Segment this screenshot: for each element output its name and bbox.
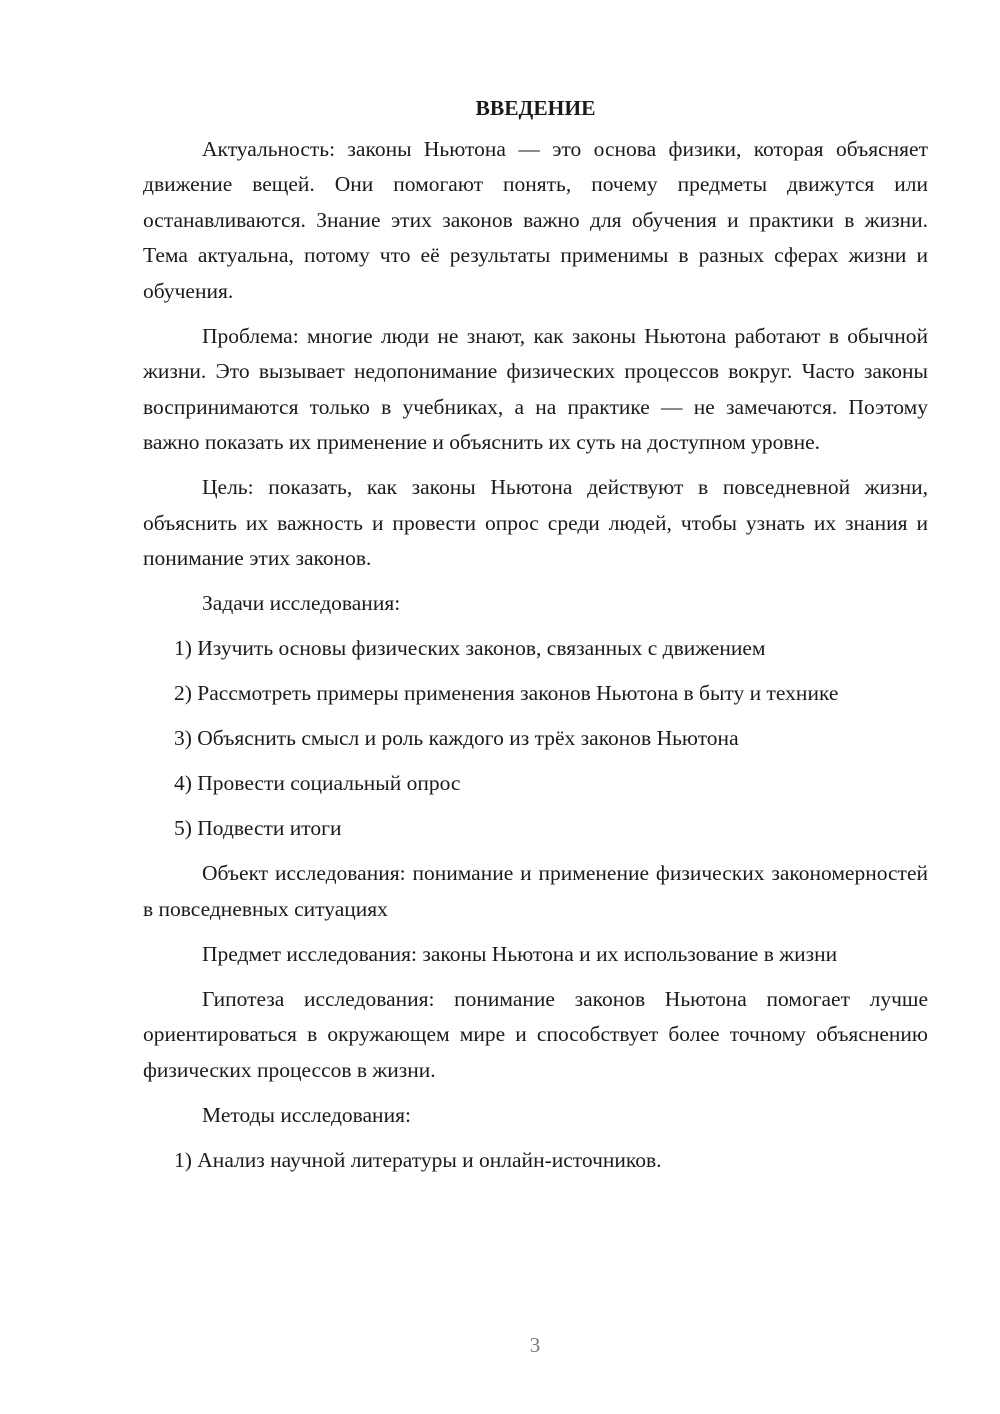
goal-paragraph: Цель: показать, как законы Ньютона действуют в повседневной жизни, объяснить их важность и провести опрос среди людей, чтобы узнать их знания и понимание этих законов. [143,475,928,570]
method-item: 1) Анализ научной литературы и онлайн-источников. [174,1147,662,1172]
task-item: 3) Объяснить смысл и роль каждого из трёх законов Ньютона [174,726,739,750]
object-paragraph: Объект исследования: понимание и применение физических закономерностей в повседневных ситуациях [143,861,928,921]
task-item: 2) Рассмотреть примеры применения законов Ньютона в быту и технике [174,681,839,705]
task-item: 1) Изучить основы физических законов, связанных с движением [174,636,766,660]
tasks-title: Задачи исследования: [202,591,401,615]
task-item: 4) Провести социальный опрос [174,771,461,795]
problem-paragraph: Проблема: многие люди не знают, как законы Ньютона работают в обычной жизни. Это вызывает недопонимание физических процессов вокруг. Часто законы воспринимаются только в учебниках, а на практике — не замечаются. Поэтому важно показать их применение и объяснить их суть на доступном уровне. [143,323,928,454]
page-content [143,91,928,1188]
task-item: 5) Подвести итоги [174,816,342,840]
section-heading: ВВЕДЕНИЕ [475,96,596,120]
relevance-paragraph: Актуальность: законы Ньютона — это основа физики, которая объясняет движение вещей. Они помогают понять, почему предметы движутся или останавливаются. Знание этих законов важно для обучения и практики в жизни. Тема актуальна, потому что её результаты применимы в разных сферах жизни и обучения. [143,136,928,303]
hypothesis-paragraph: Гипотеза исследования: понимание законов Ньютона помогает лучше ориентироваться в окружающем мире и способствует более точному объяснению физических процессов в жизни. [143,986,928,1082]
page-number: 3 [529,1333,541,1357]
methods-title: Методы исследования: [202,1102,411,1127]
subject-paragraph: Предмет исследования: законы Ньютона и их использование в жизни [202,941,838,966]
